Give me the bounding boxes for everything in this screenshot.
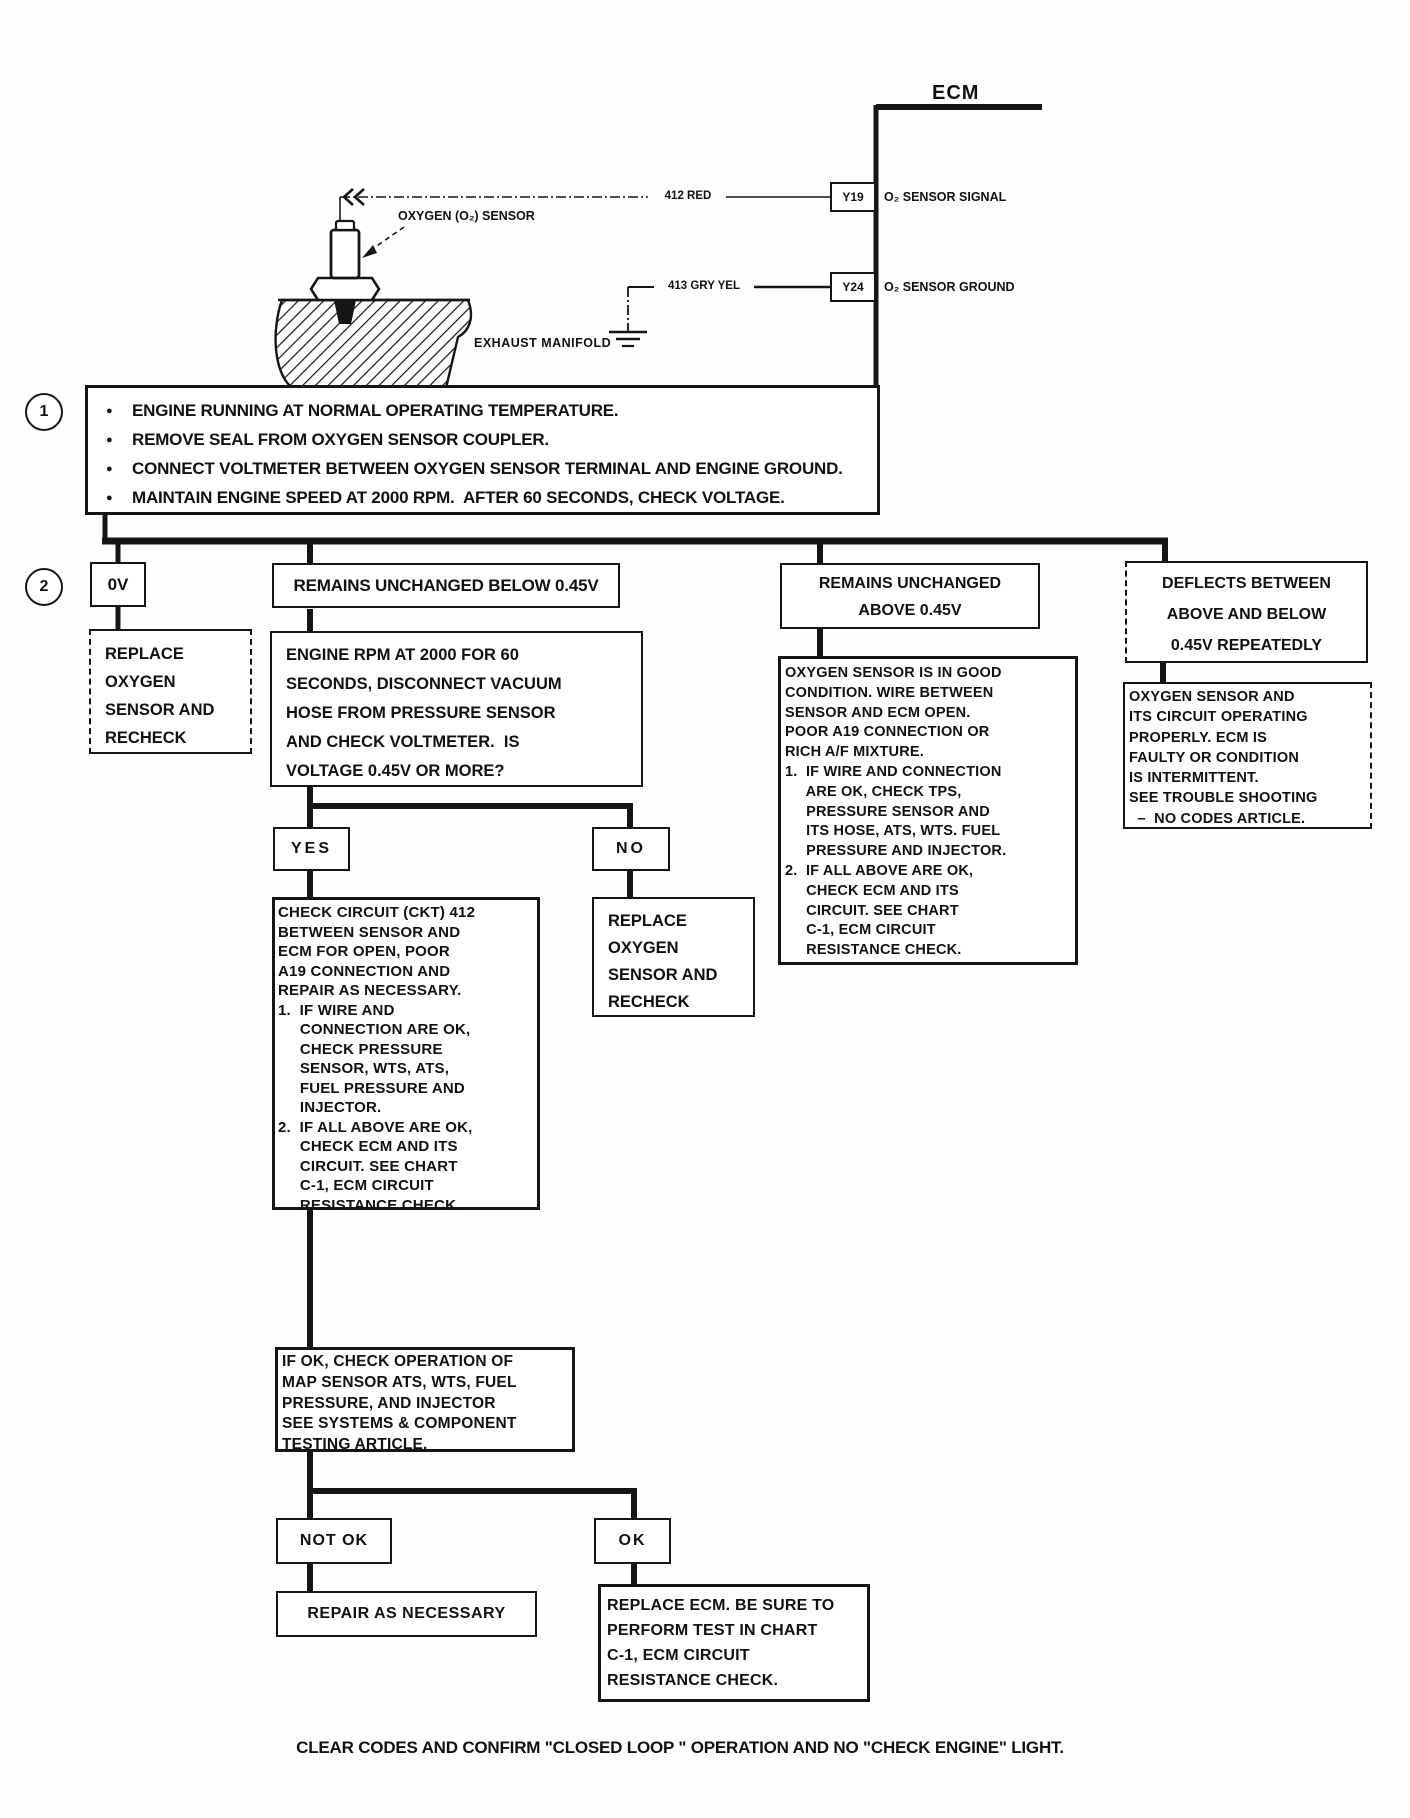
check-circuit-line: RESISTANCE CHECK.	[278, 1196, 461, 1214]
replace-ecm-line: C-1, ECM CIRCUIT	[607, 1647, 750, 1664]
replace-left-line: OXYGEN	[105, 673, 176, 691]
check-circuit-line: CHECK CIRCUIT (CKT) 412	[278, 904, 476, 921]
check-circuit-line: REPAIR AS NECESSARY.	[278, 982, 462, 999]
sensor-hex-nut	[311, 278, 379, 300]
engine-rpm-line: ENGINE RPM AT 2000 FOR 60	[286, 646, 519, 664]
step-1-bullet: ● MAINTAIN ENGINE SPEED AT 2000 RPM. AFTER 60 SECONDS, CHECK VOLTAGE.	[132, 483, 867, 512]
good-condition-line: RICH A/F MIXTURE.	[785, 744, 924, 761]
if-ok-line: TESTING ARTICLE.	[282, 1436, 428, 1454]
result-above-line: ABOVE 0.45V	[858, 602, 962, 619]
good-condition-line: OXYGEN SENSOR IS IN GOOD	[785, 665, 1002, 681]
step-1-number: 1	[25, 393, 63, 431]
ok-box: OK	[594, 1518, 671, 1564]
operating-properly-line: PROPERLY. ECM IS	[1129, 729, 1268, 746]
step-1-box	[85, 385, 880, 515]
terminal-y24: Y24	[830, 272, 876, 302]
operating-properly-line: IS INTERMITTENT.	[1129, 770, 1259, 787]
check-circuit-line: ECM FOR OPEN, POOR	[278, 943, 450, 960]
replace-no-line: OXYGEN	[608, 939, 679, 957]
replace-oxygen-sensor-box-no	[592, 897, 755, 1017]
check-circuit-line: INJECTOR.	[278, 1099, 382, 1116]
if-ok-line: IF OK, CHECK OPERATION OF	[282, 1353, 514, 1370]
step-1-bullet: ● CONNECT VOLTMETER BETWEEN OXYGEN SENSOR TERMINAL AND ENGINE GROUND.	[132, 454, 867, 483]
replace-ecm-line: REPLACE ECM. BE SURE TO	[607, 1597, 835, 1614]
o2-sensor-ground-label: O₂ SENSOR GROUND	[884, 280, 1015, 294]
engine-rpm-line: HOSE FROM PRESSURE SENSOR	[286, 704, 556, 722]
check-circuit-line: CONNECTION ARE OK,	[278, 1021, 471, 1038]
wire-412-label: 412 RED	[664, 190, 712, 202]
ecm-label: ECM	[932, 82, 980, 104]
step-1-bullet: ● ENGINE RUNNING AT NORMAL OPERATING TEMPERATURE.	[132, 396, 867, 425]
operating-properly-line: SEE TROUBLE SHOOTING	[1129, 790, 1318, 807]
result-deflects-line: ABOVE AND BELOW	[1166, 606, 1327, 623]
replace-left-line: RECHECK	[105, 729, 187, 747]
replace-ecm-box	[598, 1584, 870, 1702]
not-ok-box: NOT OK	[276, 1518, 392, 1564]
replace-ecm-line: RESISTANCE CHECK.	[607, 1672, 779, 1689]
if-ok-line: PRESSURE, AND INJECTOR	[282, 1394, 496, 1412]
replace-left-line: SENSOR AND	[105, 701, 215, 719]
sensor-leader-arrow-icon	[362, 245, 377, 258]
replace-left-line: REPLACE	[105, 645, 184, 663]
if-ok-line: MAP SENSOR ATS, WTS, FUEL	[282, 1373, 517, 1391]
check-circuit-412-box	[272, 897, 540, 1214]
if-ok-line: SEE SYSTEMS & COMPONENT	[282, 1415, 517, 1433]
sensor-tip	[336, 221, 354, 230]
good-condition-line: POOR A19 CONNECTION OR	[785, 724, 990, 741]
terminal-y19: Y19	[830, 182, 876, 212]
check-circuit-line: CHECK PRESSURE	[278, 1040, 443, 1058]
operating-properly-line: OXYGEN SENSOR AND	[1129, 689, 1295, 705]
engine-rpm-line: SECONDS, DISCONNECT VACUUM	[286, 675, 562, 693]
replace-ecm-line: PERFORM TEST IN CHART	[607, 1622, 818, 1639]
check-circuit-line: CIRCUIT. SEE CHART	[278, 1157, 458, 1175]
repair-as-necessary-box: REPAIR AS NECESSARY	[276, 1591, 537, 1637]
good-condition-line: PRESSURE SENSOR AND	[785, 803, 990, 820]
ground-icon	[609, 332, 647, 346]
result-0v-box: 0V	[90, 562, 146, 607]
good-condition-line: RESISTANCE CHECK.	[785, 942, 962, 959]
good-condition-line: 1. IF WIRE AND CONNECTION	[785, 763, 1002, 780]
good-condition-line: PRESSURE AND INJECTOR.	[785, 843, 1007, 860]
oxygen-sensor-label: OXYGEN (O₂) SENSOR	[398, 209, 535, 223]
replace-no-line: REPLACE	[608, 912, 687, 930]
result-deflects-line: DEFLECTS BETWEEN	[1162, 575, 1331, 592]
engine-rpm-line: VOLTAGE 0.45V OR MORE?	[286, 762, 505, 780]
result-above-line: REMAINS UNCHANGED	[818, 575, 1002, 592]
step-1-bullet: ● REMOVE SEAL FROM OXYGEN SENSOR COUPLER.	[132, 425, 867, 454]
oxygen-sensor-drawing	[276, 221, 471, 398]
exhaust-manifold-label: EXHAUST MANIFOLD	[474, 336, 612, 350]
operating-properly-box	[1123, 682, 1372, 829]
good-condition-line: SENSOR AND ECM OPEN.	[785, 704, 971, 721]
result-below-box: REMAINS UNCHANGED BELOW 0.45V	[272, 563, 620, 608]
sensor-good-condition-box	[778, 656, 1078, 965]
result-deflects-box	[1125, 561, 1368, 663]
check-circuit-line: BETWEEN SENSOR AND	[278, 923, 461, 941]
check-circuit-line: A19 CONNECTION AND	[278, 962, 451, 980]
operating-properly-line: ITS CIRCUIT OPERATING	[1129, 709, 1308, 726]
good-condition-line: ARE OK, CHECK TPS,	[785, 783, 962, 800]
check-circuit-line: 2. IF ALL ABOVE ARE OK,	[278, 1118, 473, 1136]
engine-rpm-question-box	[270, 631, 643, 787]
no-box: NO	[592, 827, 670, 871]
check-circuit-line: C-1, ECM CIRCUIT	[278, 1177, 434, 1194]
result-deflects-line: 0.45V REPEATEDLY	[1170, 637, 1323, 654]
replace-oxygen-sensor-box-left	[89, 629, 252, 754]
sensor-body	[331, 230, 359, 278]
replace-no-line: RECHECK	[608, 993, 690, 1011]
good-condition-line: ITS HOSE, ATS, WTS. FUEL	[785, 823, 1001, 840]
replace-no-line: SENSOR AND	[608, 966, 718, 984]
sensor-leader-line	[371, 227, 404, 250]
good-condition-line: 2. IF ALL ABOVE ARE OK,	[785, 862, 974, 879]
good-condition-line: CIRCUIT. SEE CHART	[785, 902, 959, 919]
good-condition-line: C-1, ECM CIRCUIT	[785, 922, 936, 939]
operating-properly-line: – NO CODES ARTICLE.	[1129, 810, 1306, 827]
operating-properly-line: FAULTY OR CONDITION	[1129, 749, 1300, 766]
good-condition-line: CHECK ECM AND ITS	[785, 882, 959, 899]
o2-sensor-signal-label: O₂ SENSOR SIGNAL	[884, 190, 1007, 204]
engine-rpm-line: AND CHECK VOLTMETER. IS	[286, 733, 520, 751]
check-circuit-line: FUEL PRESSURE AND	[278, 1079, 465, 1097]
check-circuit-line: 1. IF WIRE AND	[278, 1001, 395, 1019]
wire-413-ground	[609, 287, 830, 346]
result-above-box	[780, 563, 1040, 629]
ecm-bracket	[876, 105, 1042, 387]
step-2-number: 2	[25, 568, 63, 606]
yes-box: YES	[273, 827, 350, 871]
good-condition-line: CONDITION. WIRE BETWEEN	[785, 684, 994, 701]
wire-413-label: 413 GRY YEL	[667, 280, 741, 292]
check-circuit-line: CHECK ECM AND ITS	[278, 1138, 458, 1155]
check-circuit-line: SENSOR, WTS, ATS,	[278, 1060, 450, 1077]
footer-note: CLEAR CODES AND CONFIRM "CLOSED LOOP " OPERATION AND NO "CHECK ENGINE" LIGHT.	[296, 1738, 1064, 1757]
if-ok-check-map-box	[275, 1347, 575, 1452]
